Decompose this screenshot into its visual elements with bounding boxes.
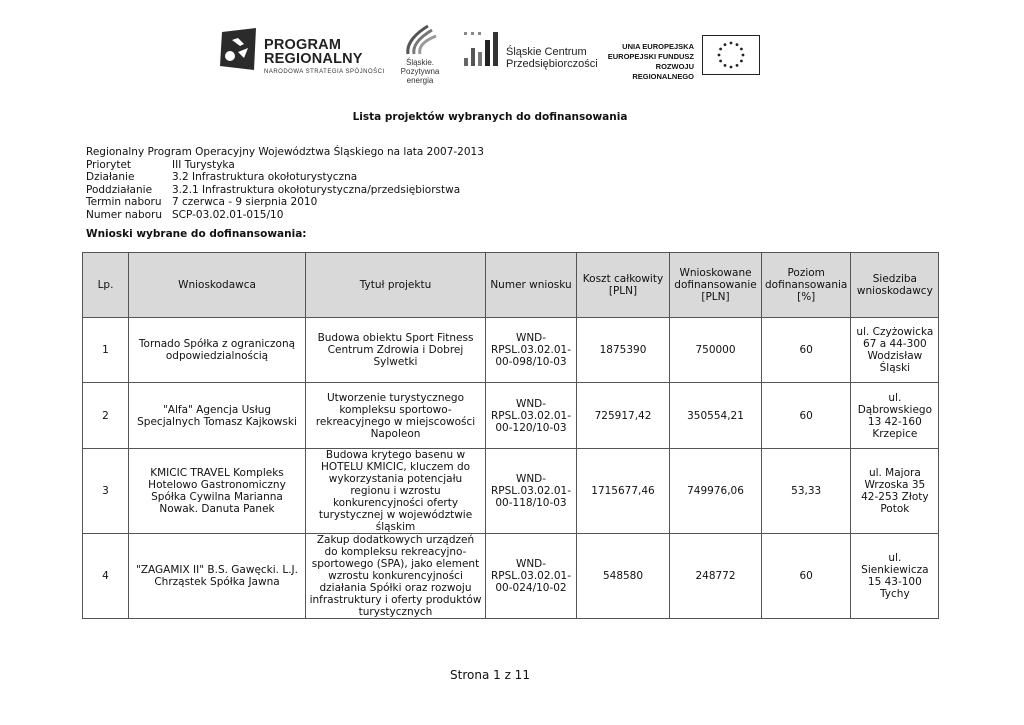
meta-key: Poddziałanie xyxy=(86,183,153,196)
meta-key: Priorytet xyxy=(86,159,132,171)
column-header: Numer wniosku xyxy=(486,253,577,318)
cell-project: Zakup dodatkowych urządzeń do kompleksu rekreacyjno-sportowego (SPA), jako element wzrostu konkurencyjności działania Spółki oraz rozwoju infrastruktury i oferty produktów turystycznych xyxy=(306,534,486,619)
cell-seat: ul. Czyżowicka 67 a 44-300 Wodzisław Śląski xyxy=(851,318,939,383)
cell-seat: ul. Majora Wrzoska 35 42-253 Złoty Potok xyxy=(851,449,939,534)
cell-number: WND-RPSL.03.02.01-00-098/10-03 xyxy=(486,318,577,383)
cell-cost: 1715677,46 xyxy=(577,449,670,534)
meta-value: III Turystyka xyxy=(172,159,235,171)
table-header-row xyxy=(83,253,939,318)
projects-table xyxy=(82,252,939,619)
cell-lp: 1 xyxy=(83,318,129,383)
slaskie-logo-icon xyxy=(398,24,438,58)
cell-number: WND-RPSL.03.02.01-00-024/10-02 xyxy=(486,534,577,619)
cell-seat: ul. Dąbrowskiego 13 42-160 Krzepice xyxy=(851,383,939,449)
centrum-przedsiebiorczosci-logo-text: Śląskie Centrum Przedsiębiorczości xyxy=(506,46,598,70)
column-header: Wnioskodawca xyxy=(129,253,306,318)
cell-level: 60 xyxy=(762,534,851,619)
logo-header xyxy=(0,20,1024,85)
cell-number: WND-RPSL.03.02.01-00-118/10-03 xyxy=(486,449,577,534)
cell-cost: 725917,42 xyxy=(577,383,670,449)
cell-applicant: "ZAGAMIX II" B.S. Gawęcki. L.J. Chrząstek Spółka Jawna xyxy=(129,534,306,619)
meta-key: Numer naboru xyxy=(86,208,163,221)
program-regionalny-logo-icon xyxy=(218,26,258,72)
program-name: Regionalny Program Operacyjny Województwa Śląskiego na lata 2007-2013 xyxy=(86,146,484,158)
column-header: Wnioskowane dofinansowanie [PLN] xyxy=(670,253,762,318)
cell-cost: 548580 xyxy=(577,534,670,619)
meta-value: 3.2 Infrastruktura okołoturystyczna xyxy=(172,171,358,184)
cell-funding: 749976,06 xyxy=(670,449,762,534)
cell-cost: 1875390 xyxy=(577,318,670,383)
column-header: Lp. xyxy=(83,253,129,318)
cell-lp: 3 xyxy=(83,449,129,534)
cell-level: 53,33 xyxy=(762,449,851,534)
table-row xyxy=(83,449,939,534)
section-subtitle: Wnioski wybrane do dofinansowania: xyxy=(86,228,307,240)
cell-applicant: "Alfa" Agencja Usług Specjalnych Tomasz Kajkowski xyxy=(129,383,306,449)
eu-flag-icon xyxy=(702,35,760,75)
call-details xyxy=(86,159,460,221)
centrum-przedsiebiorczosci-logo-icon xyxy=(462,28,500,68)
cell-funding: 248772 xyxy=(670,534,762,619)
meta-key: Działanie xyxy=(86,171,135,184)
cell-lp: 2 xyxy=(83,383,129,449)
meta-value: SCP-03.02.01-015/10 xyxy=(172,208,284,221)
column-header: Siedziba wnioskodawcy xyxy=(851,253,939,318)
cell-level: 60 xyxy=(762,383,851,449)
meta-key: Termin naboru xyxy=(86,196,162,209)
table-row xyxy=(83,383,939,449)
unia-europejska-logo-text: UNIA EUROPEJSKA EUROPEJSKI FUNDUSZ ROZWOJU REGIONALNEGO xyxy=(607,42,694,81)
document-title: Lista projektów wybranych do dofinansowania xyxy=(352,111,628,123)
meta-value: 7 czerwca - 9 sierpnia 2010 xyxy=(172,196,318,209)
cell-seat: ul. Sienkiewicza 15 43-100 Tychy xyxy=(851,534,939,619)
cell-funding: 750000 xyxy=(670,318,762,383)
cell-project: Budowa krytego basenu w HOTELU KMICIC, kluczem do wykorzystania potencjału regionu i wzrostu konkurencyjności oferty turystycznej w województwie śląskim xyxy=(306,449,486,534)
meta-row xyxy=(86,159,460,171)
cell-project: Budowa obiektu Sport Fitness Centrum Zdrowia i Dobrej Sylwetki xyxy=(306,318,486,383)
table-row xyxy=(83,318,939,383)
cell-project: Utworzenie turystycznego kompleksu sportowo-rekreacyjnego w miejscowości Napoleon xyxy=(306,383,486,449)
meta-value: 3.2.1 Infrastruktura okołoturystyczna/przedsiębiorstwa xyxy=(172,183,461,196)
cell-funding: 350554,21 xyxy=(670,383,762,449)
column-header: Koszt całkowity [PLN] xyxy=(577,253,670,318)
meta-row xyxy=(86,171,460,183)
slaskie-logo-text: Śląskie. Pozytywna energia xyxy=(400,58,440,85)
cell-number: WND-RPSL.03.02.01-00-120/10-03 xyxy=(486,383,577,449)
program-regionalny-logo-text: PROGRAM REGIONALNY NARODOWA STRATEGIA SPÓJNOŚCI xyxy=(264,37,385,75)
page-number: Strona 1 z 11 xyxy=(450,668,530,682)
meta-row xyxy=(86,184,460,196)
table-row xyxy=(83,534,939,619)
meta-row xyxy=(86,196,460,208)
cell-level: 60 xyxy=(762,318,851,383)
column-header: Tytuł projektu xyxy=(306,253,486,318)
cell-applicant: KMICIC TRAVEL Kompleks Hotelowo Gastronomiczny Spółka Cywilna Marianna Nowak. Danuta Panek xyxy=(129,449,306,534)
meta-row xyxy=(86,209,460,221)
cell-applicant: Tornado Spółka z ograniczoną odpowiedzialnością xyxy=(129,318,306,383)
column-header: Poziom dofinansowania [%] xyxy=(762,253,851,318)
cell-lp: 4 xyxy=(83,534,129,619)
